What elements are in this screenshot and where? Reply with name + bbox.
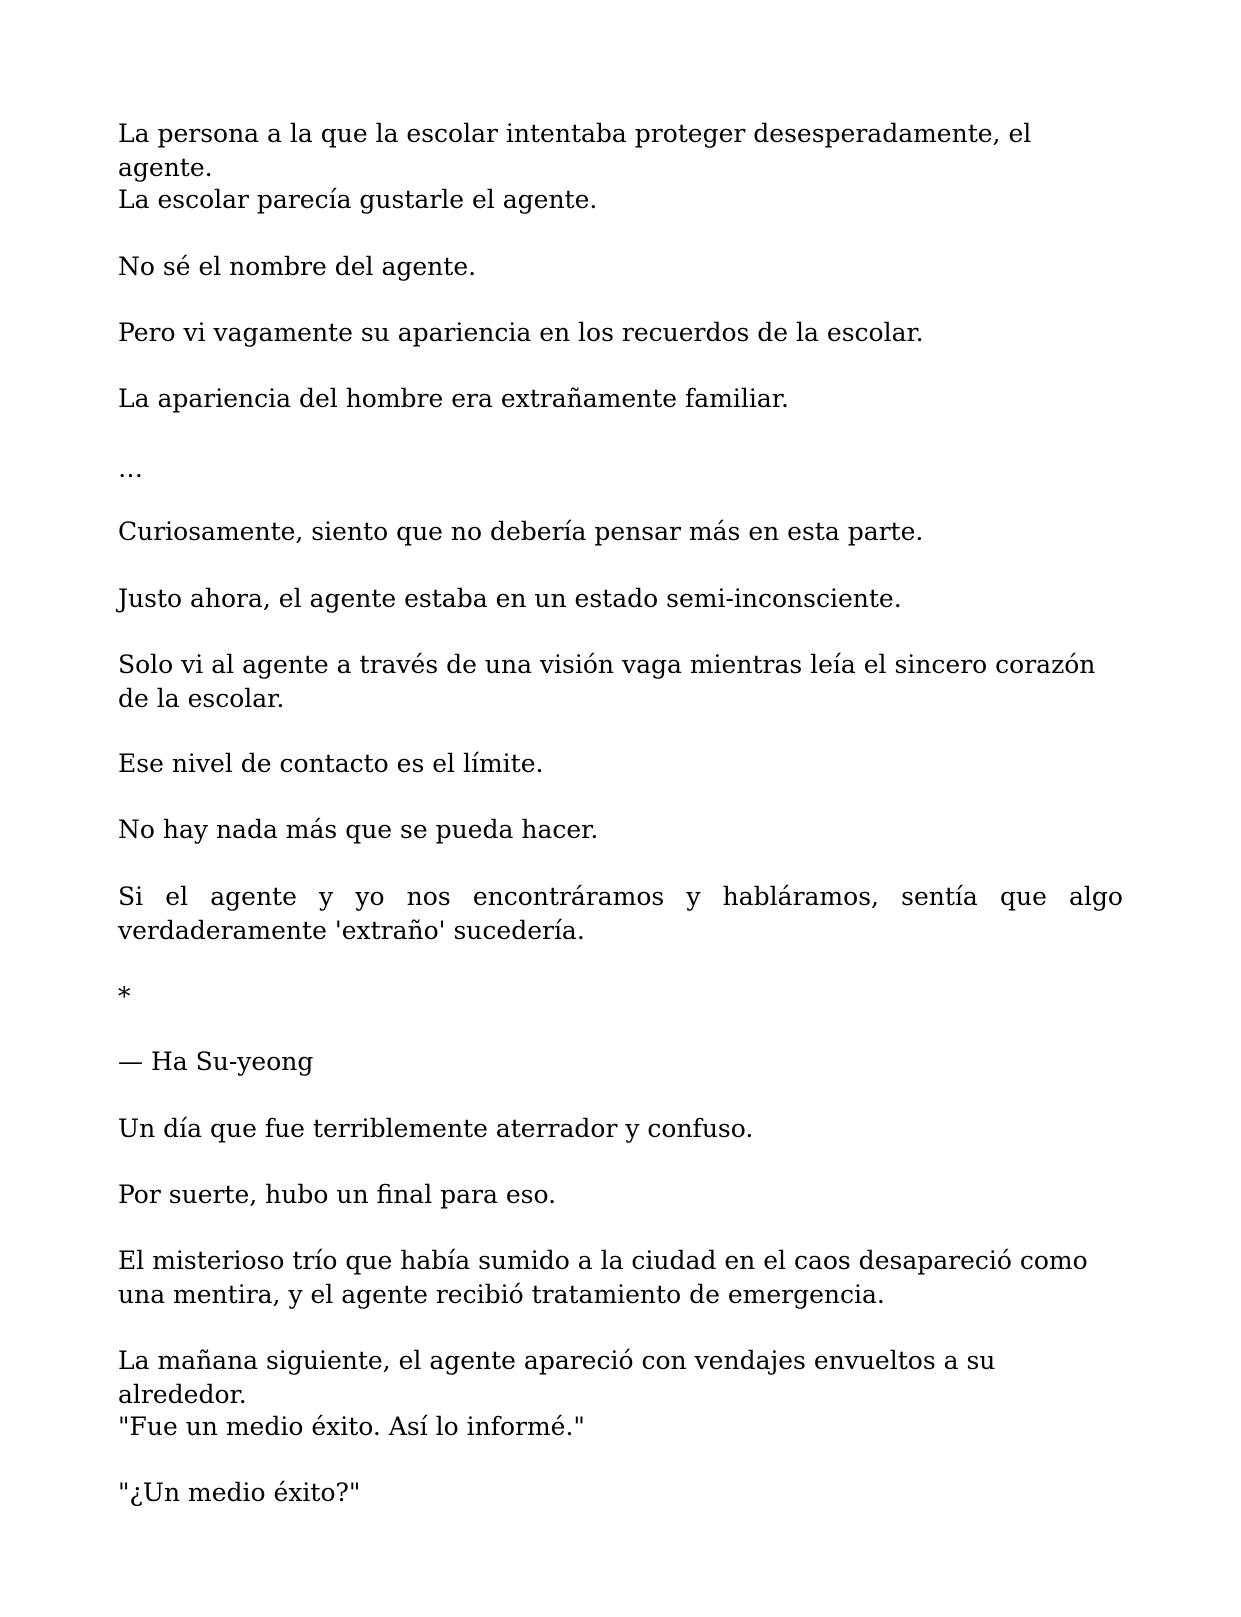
paragraph-14: El misterioso trío que había sumido a la ciudad en el caos desapareció como una mentira, y el agente recibió tratamiento de emergencia. xyxy=(118,1246,1088,1309)
paragraph-12: Un día que fue terriblemente aterrador y confuso. xyxy=(118,1114,754,1143)
paragraph-8: Solo vi al agente a través de una visión vaga mientras leía el sincero corazón de la escolar. xyxy=(118,650,1096,713)
dialogue-2: "¿Un medio éxito?" xyxy=(118,1478,361,1507)
scene-break-asterisk: * xyxy=(118,982,131,1011)
paragraph-15: La mañana siguiente, el agente apareció con vendajes envueltos a su alrededor. xyxy=(118,1346,996,1409)
paragraph-3: No sé el nombre del agente. xyxy=(118,252,477,281)
paragraph-4: Pero vi vagamente su apariencia en los recuerdos de la escolar. xyxy=(118,318,924,347)
ellipsis-separator: … xyxy=(118,454,143,483)
paragraph-1: La persona a la que la escolar intentaba proteger desesperadamente, el agente. xyxy=(118,119,1032,182)
paragraph-6: Curiosamente, siento que no debería pensar más en esta parte. xyxy=(118,517,924,546)
paragraph-11: Si el agente y yo nos encontráramos y habláramos, sentía que algo verdaderamente 'extraño' sucedería. xyxy=(118,882,1123,945)
paragraph-5: La apariencia del hombre era extrañamente familiar. xyxy=(118,384,789,413)
paragraph-7: Justo ahora, el agente estaba en un estado semi-inconsciente. xyxy=(118,584,902,613)
paragraph-10: No hay nada más que se pueda hacer. xyxy=(118,815,599,844)
pov-heading: — Ha Su-yeong xyxy=(118,1047,314,1076)
paragraph-9: Ese nivel de contacto es el límite. xyxy=(118,749,544,778)
paragraph-13: Por suerte, hubo un final para eso. xyxy=(118,1180,557,1209)
paragraph-2: La escolar parecía gustarle el agente. xyxy=(118,185,598,214)
dialogue-1: "Fue un medio éxito. Así lo informé." xyxy=(118,1412,585,1441)
